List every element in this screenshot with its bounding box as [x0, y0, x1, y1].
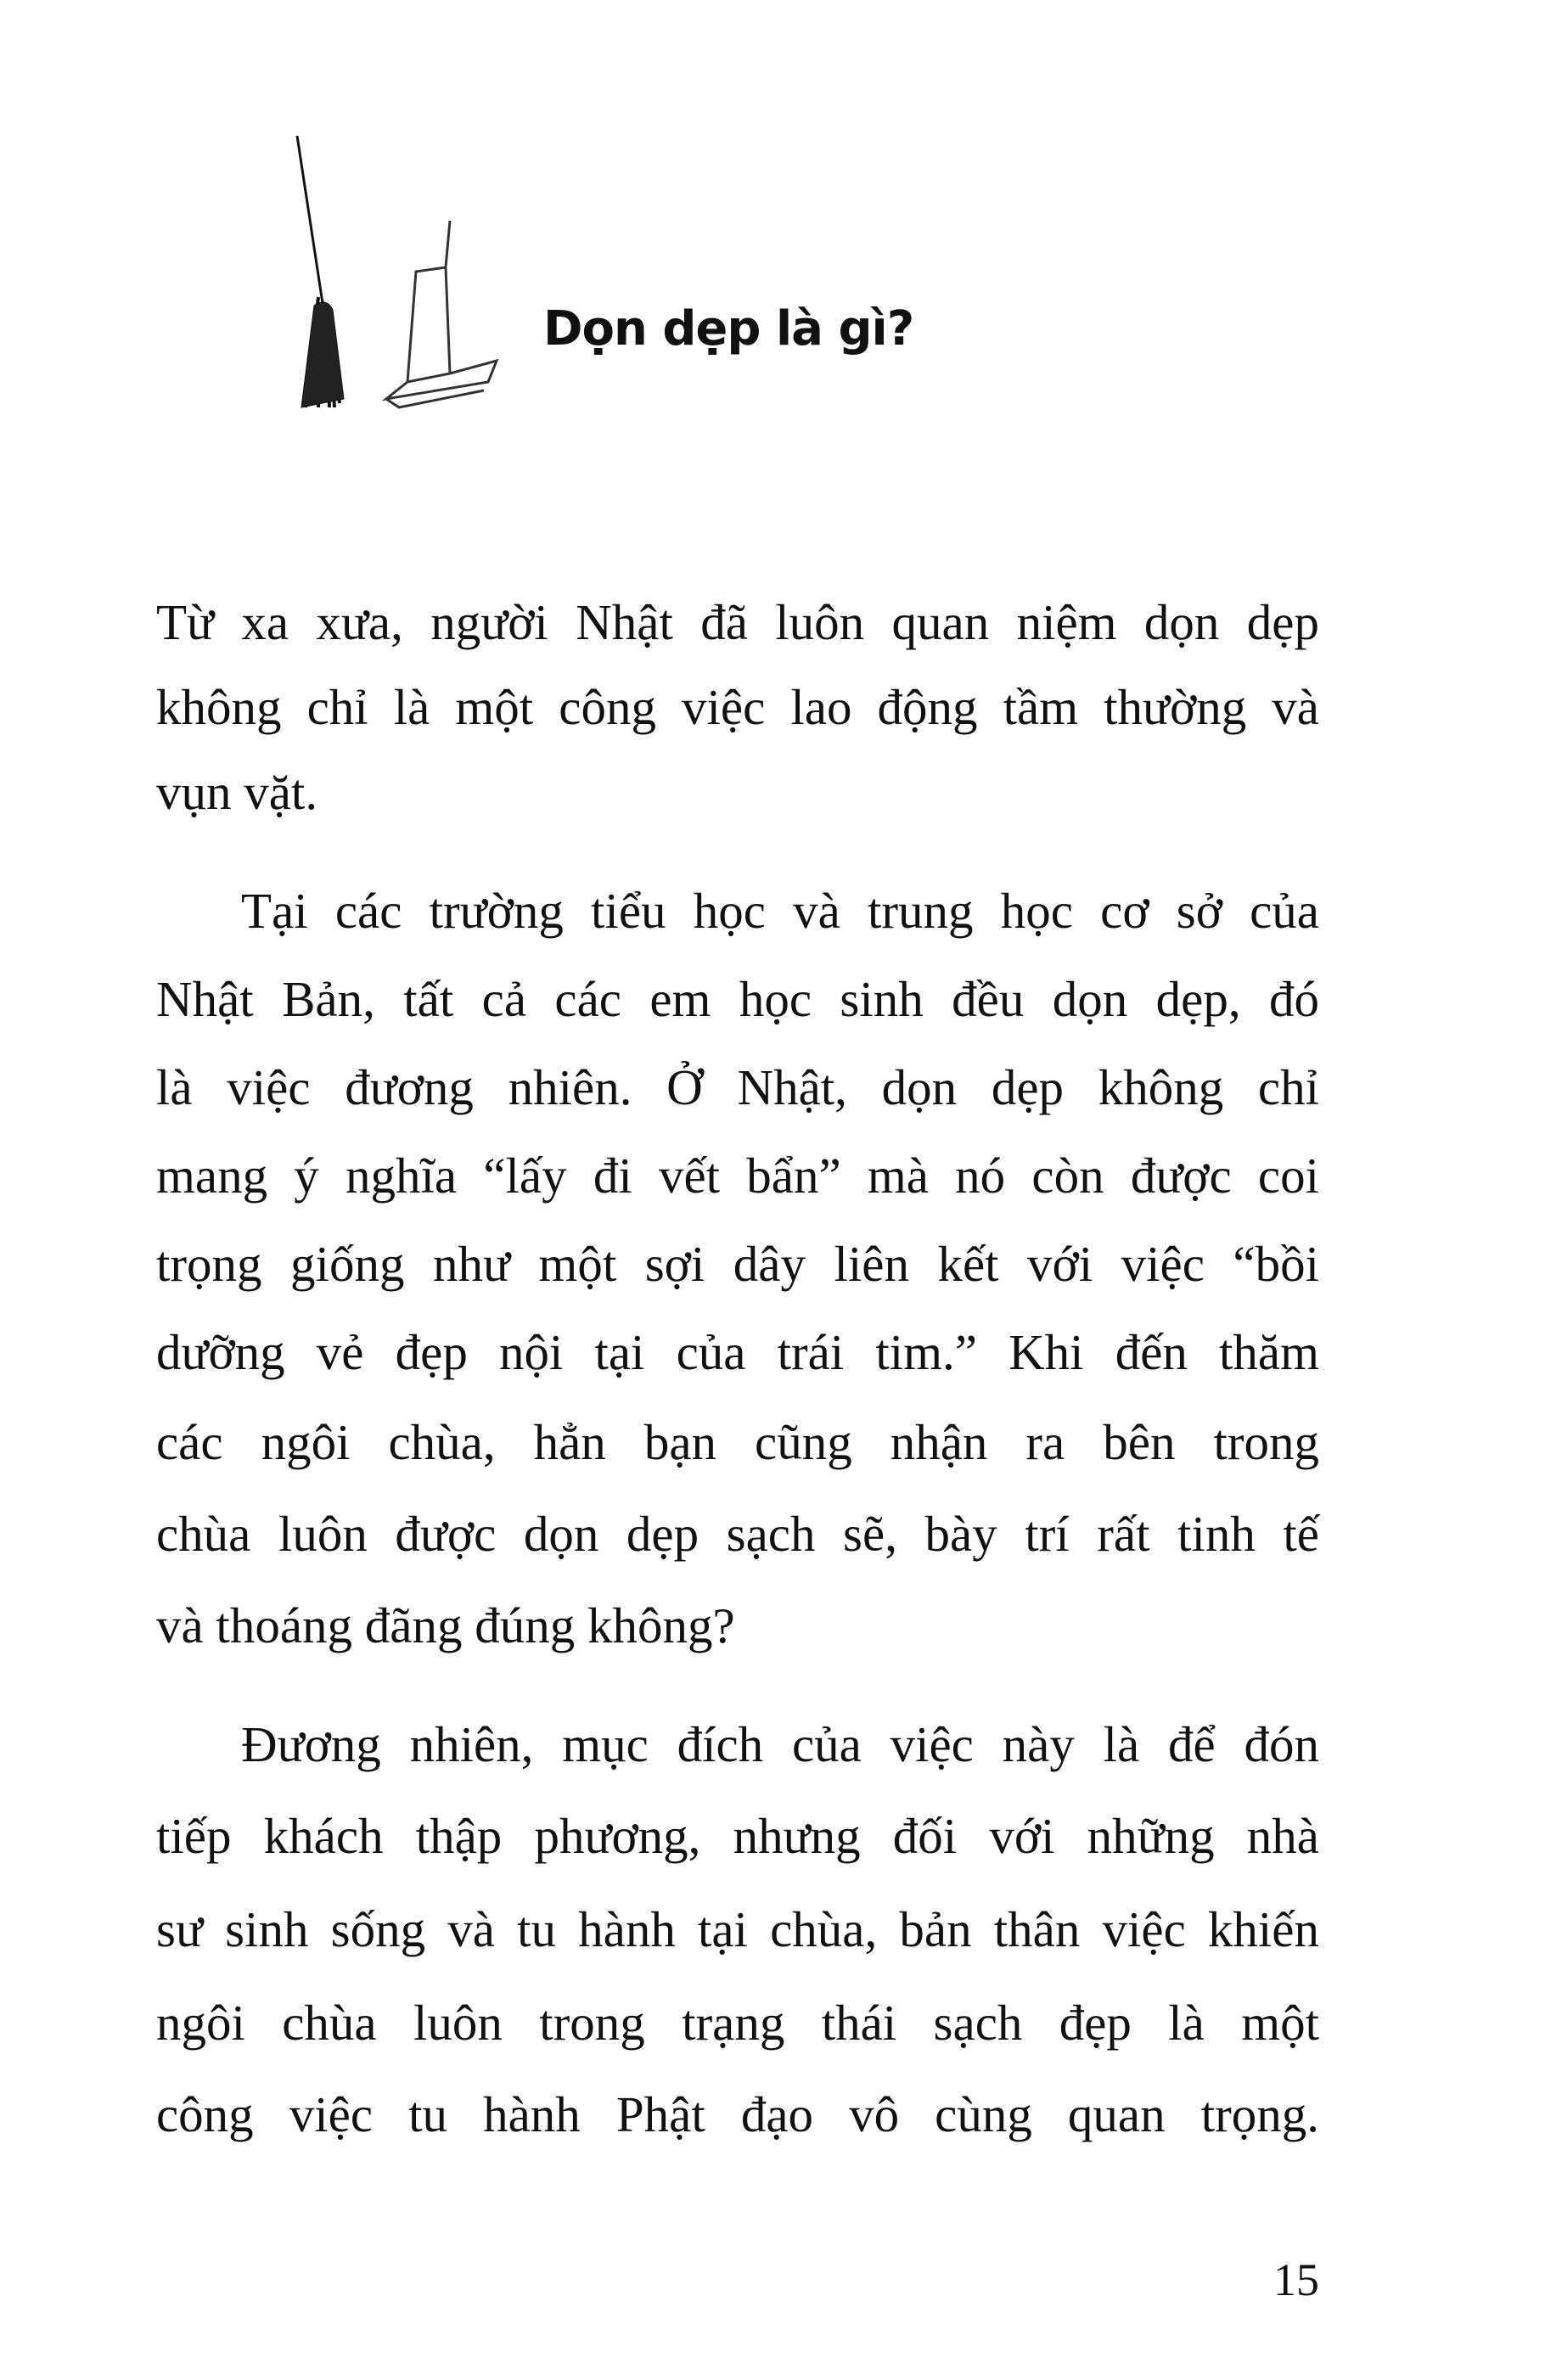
text-line: chùa luôn được dọn dẹp sạch sẽ, bày trí rất tinh tế	[156, 1506, 1319, 1562]
text-line: các ngôi chùa, hẳn bạn cũng nhận ra bên trong	[156, 1414, 1319, 1470]
text-line: tiếp khách thập phương, nhưng đối với những nhà	[156, 1808, 1319, 1864]
broom-icon	[297, 136, 344, 407]
text-line: và thoáng đãng đúng không?	[156, 1597, 735, 1653]
text-line: trọng giống như một sợi dây liên kết với việc “bồi	[156, 1236, 1319, 1292]
text-line: mang ý nghĩa “lấy đi vết bẩn” mà nó còn được coi	[156, 1148, 1319, 1204]
page-number: 15	[1273, 2254, 1319, 2305]
section-heading: Dọn dẹp là gì?	[543, 301, 914, 356]
text-line: không chỉ là một công việc lao động tầm thường và	[156, 679, 1319, 735]
text-line: là việc đương nhiên. Ở Nhật, dọn dẹp không chỉ	[156, 1059, 1319, 1115]
text-line: Đương nhiên, mục đích của việc này là để đón	[241, 1716, 1319, 1772]
text-line: vụn vặt.	[156, 764, 318, 820]
text-line: Từ xa xưa, người Nhật đã luôn quan niệm dọn dẹp	[156, 594, 1319, 650]
text-line: công việc tu hành Phật đạo vô cùng quan trọng.	[156, 2086, 1319, 2142]
text-line: sư sinh sống và tu hành tại chùa, bản thân việc khiến	[156, 1901, 1319, 1957]
text-line: Nhật Bản, tất cả các em học sinh đều dọn dẹp, đó	[156, 971, 1319, 1027]
text-line: ngôi chùa luôn trong trạng thái sạch đẹp là một	[156, 1995, 1319, 2051]
broom-and-dustpan-illustration	[280, 127, 535, 416]
text-line: Tại các trường tiểu học và trung học cơ sở của	[241, 883, 1319, 939]
dustpan-icon	[386, 221, 497, 407]
text-line: dưỡng vẻ đẹp nội tại của trái tim.” Khi đến thăm	[156, 1324, 1319, 1380]
